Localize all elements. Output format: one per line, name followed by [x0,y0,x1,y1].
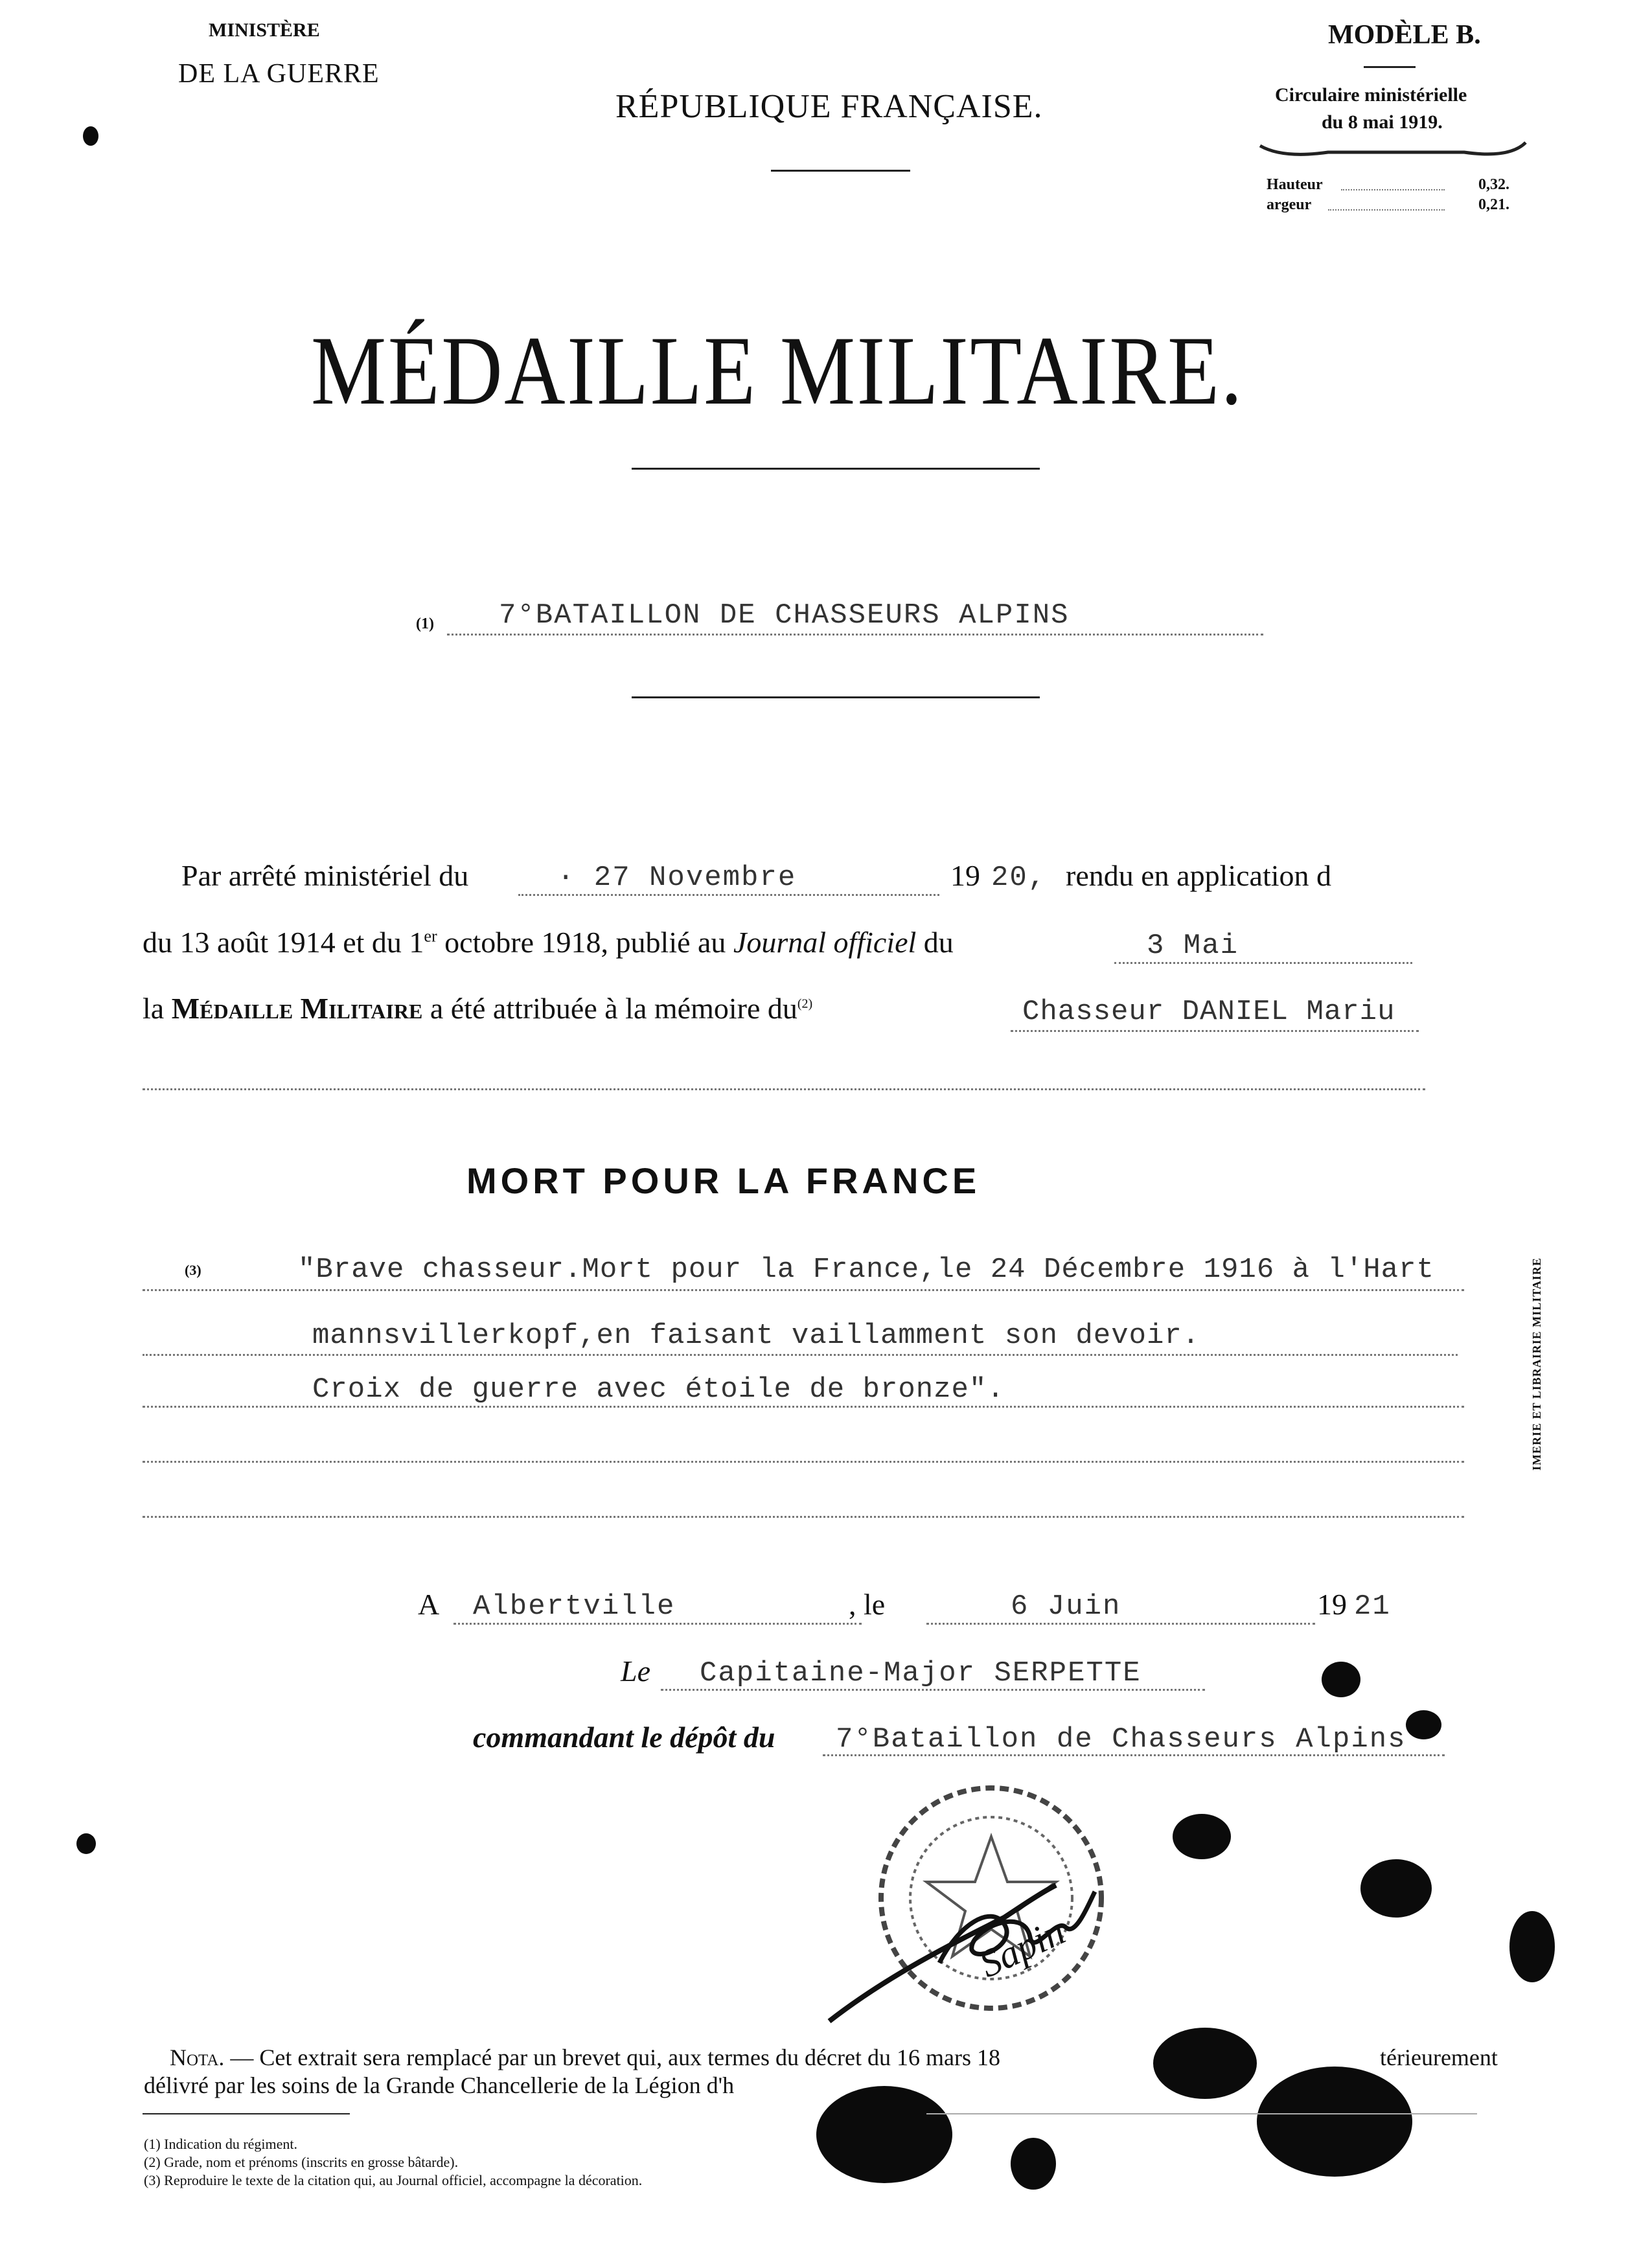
decree-text-2: rendu en application d [1066,859,1332,892]
medal-name: Médaille Militaire [171,992,423,1025]
unit-value: 7°BATAILLON DE CHASSEURS ALPINS [499,599,1070,632]
decree-text-3b: octobre 1918, publié au [444,926,726,959]
circular-line-2: du 8 mai 1919. [1322,111,1443,133]
date-year-prefix: 19 [1317,1588,1347,1621]
place-leader [453,1623,862,1625]
date-value: 6 Juin [1011,1590,1121,1623]
mort-pour-la-france: MORT POUR LA FRANCE [466,1160,981,1201]
citation-leader-3 [143,1406,1464,1408]
decree-date-leader [518,894,939,896]
ministry-name: DE LA GUERRE [178,59,380,89]
date-leader [926,1623,1315,1625]
citation-line-2: mannsvillerkopf,en faisant vaillamment son devoir. [312,1320,1200,1352]
citation-leader-4 [143,1461,1464,1463]
circular-flourish [1257,136,1529,162]
decree-text-3-sup: er [424,926,437,946]
document-title: MÉDAILLE MILITAIRE. [311,316,1244,425]
nota-line-1 [170,2044,1000,2071]
ink-blot [1322,1662,1360,1697]
citation-line-1: "Brave chasseur.Mort pour la France,le 24 Décembre 1916 à l'Hart [298,1254,1434,1286]
depot-unit: 7°Bataillon de Chasseurs Alpins [836,1723,1406,1756]
place-prefix: A [418,1588,440,1621]
ink-blot [816,2086,952,2183]
height-value: 0,32. [1478,176,1509,193]
journal-date-leader [1114,962,1412,964]
height-leader [1341,189,1445,190]
recipient-leader-1 [1011,1030,1419,1032]
margin-imprint: IMERIE ET LIBRAIRIE MILITAIRE [1530,1257,1543,1471]
decree-date: · 27 Novembre [557,862,797,894]
ink-blot [1406,1710,1441,1739]
recipient-leader-2 [143,1088,1425,1090]
citation-line-3: Croix de guerre avec étoile de bronze". [312,1373,1005,1406]
nota-line-2: délivré par les soins de la Grande Chancellerie de la Légion d'h [144,2072,735,2098]
decree-text-3a: du 13 août 1914 et du 1 [143,926,424,959]
journal-officiel: Journal officiel [733,926,917,959]
model-underline [1364,66,1416,68]
citation-leader-1 [143,1289,1464,1291]
place-value: Albertville [473,1590,676,1623]
width-leader [1328,209,1445,211]
footnote-2: (2) Grade, nom et prénoms (inscrits en grosse bâtarde). [144,2154,459,2170]
decree-text-3c: du [923,926,954,959]
decree-text-1: Par arrêté ministériel du [181,859,469,892]
citation-leader-2 [143,1354,1458,1356]
ink-blot [1360,1859,1432,1918]
nota-line-1-tail: térieurement [1380,2045,1498,2070]
citation-marker: (3) [185,1262,201,1278]
commandant-label: commandant le dépôt du [473,1721,775,1754]
handwritten-signature [810,1866,1147,2034]
republic-heading: RÉPUBLIQUE FRANÇAISE. [615,88,1043,125]
decree-year-suffix: 20, [991,862,1047,894]
ink-blot [83,126,98,146]
journal-date: 3 Mai [1147,930,1239,962]
ink-blot [1173,1814,1231,1859]
nota-text-1: Cet extrait sera remplacé par un brevet qui, aux termes du décret du 16 mars 18 [259,2045,1000,2070]
width-value: 0,21. [1478,196,1509,213]
ink-blot [1011,2138,1056,2190]
unit-leader [447,634,1263,636]
republic-underline [771,170,910,172]
footnote-divider-right [926,2113,1477,2114]
place-le: , le [849,1588,886,1621]
decree-text-4 [143,991,812,1025]
ink-blot [76,1833,96,1854]
title-underline [632,468,1040,470]
ink-blot [1153,2028,1257,2099]
model-label: MODÈLE B. [1328,20,1481,50]
ministry-label: MINISTÈRE [209,19,320,41]
footnote-1: (1) Indication du régiment. [144,2136,298,2152]
recipient-name: Chasseur DANIEL Mariu [1022,996,1395,1028]
citation-leader-5 [143,1516,1464,1518]
footnote-3: (3) Reproduire le texte de la citation qui, au Journal officiel, accompagne la décoration. [144,2172,643,2188]
signatory-name: Capitaine-Major SERPETTE [700,1657,1141,1690]
unit-underline [632,696,1040,698]
height-label: Hauteur [1267,176,1323,193]
width-label: argeur [1267,196,1312,213]
signatory-le: Le [621,1655,650,1688]
decree-text-4a: la [143,992,165,1025]
nota-label: Nota. — [170,2045,254,2070]
signature-text: Sapin [972,1909,1072,1986]
unit-marker: (1) [416,615,434,632]
decree-year-prefix: 19 [950,859,980,892]
recipient-marker: (2) [797,996,813,1011]
ink-blot [1509,1911,1555,1982]
ink-blot [1257,2067,1412,2177]
decree-text-4b: a été attribuée à la mémoire du [430,992,797,1025]
decree-text-3 [143,925,954,959]
circular-line-1: Circulaire ministérielle [1275,84,1467,106]
date-year-suffix: 21 [1354,1590,1391,1623]
footnote-divider [143,2113,350,2114]
